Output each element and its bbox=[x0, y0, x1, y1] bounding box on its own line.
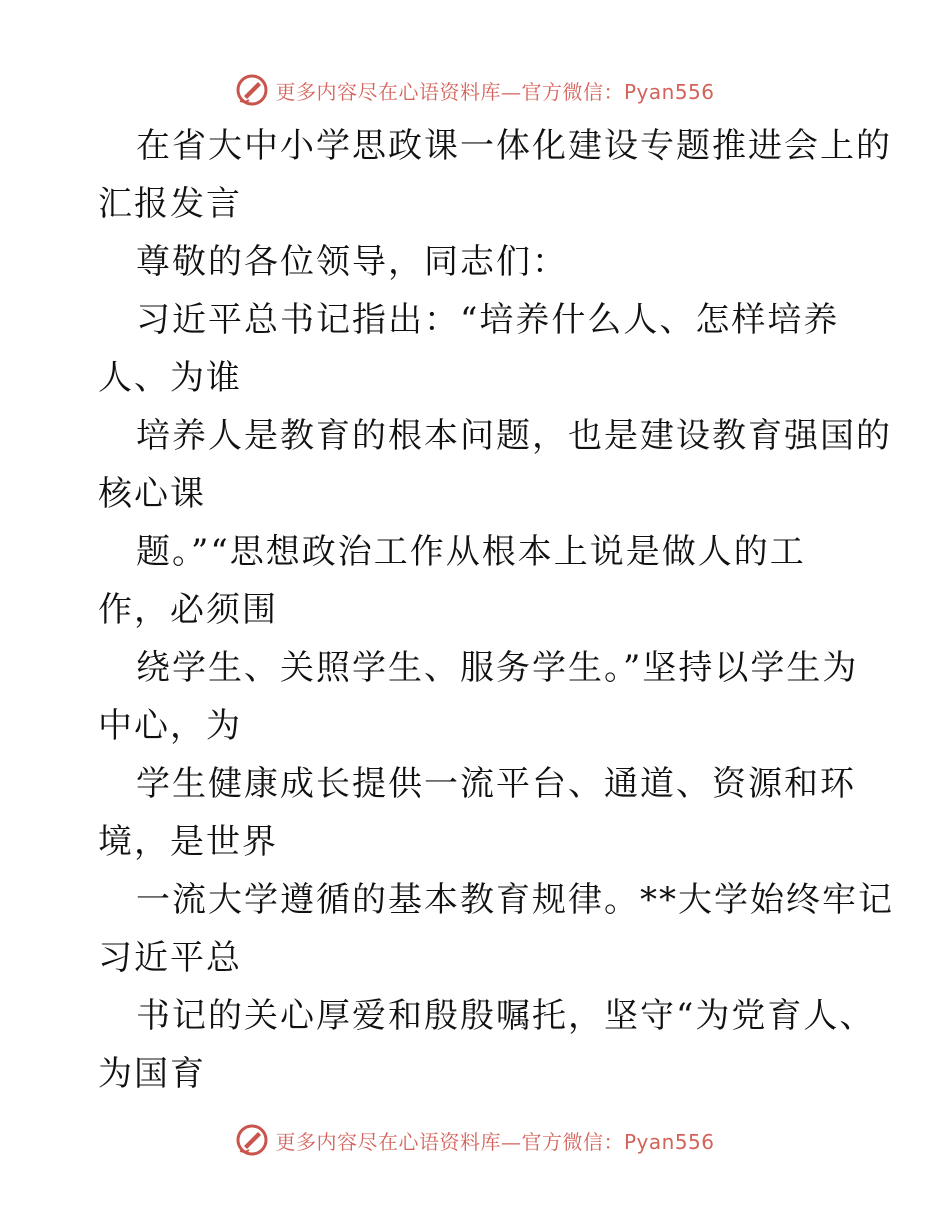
paragraph-line: 中心，为 bbox=[98, 706, 242, 746]
watermark-text: 更多内容尽在心语资料库—官方微信：Pyan556 bbox=[275, 1129, 715, 1154]
title-line-1: 在省大中小学思政课一体化建设专题推进会上的 bbox=[136, 126, 892, 166]
paragraph-line: 学生健康成长提供一流平台、通道、资源和环 bbox=[136, 764, 856, 804]
paragraph-line: 作，必须围 bbox=[98, 590, 278, 630]
logo-icon bbox=[235, 73, 269, 107]
document-body bbox=[98, 117, 898, 1103]
paragraph-line: 一流大学遵循的基本教育规律。**大学始终牢记 bbox=[136, 880, 894, 920]
paragraph-line: 习近平总 bbox=[98, 938, 242, 978]
header-watermark bbox=[0, 70, 950, 110]
paragraph-line: 题。”“思想政治工作从根本上说是做人的工 bbox=[136, 532, 806, 572]
paragraph-line: 核心课 bbox=[98, 474, 206, 514]
paragraph-line: 习近平总书记指出：“培养什么人、怎样培养 bbox=[136, 300, 840, 340]
paragraph-line: 培养人是教育的根本问题，也是建设教育强国的 bbox=[136, 416, 892, 456]
paragraph-line: 为国育 bbox=[98, 1054, 206, 1094]
footer-watermark bbox=[0, 1120, 950, 1160]
paragraph-line: 人、为谁 bbox=[98, 358, 242, 398]
paragraph-line: 书记的关心厚爱和殷殷嘱托，坚守“为党育人、 bbox=[136, 996, 876, 1036]
watermark-handle: Pyan556 bbox=[623, 1129, 715, 1154]
watermark-text: 更多内容尽在心语资料库—官方微信：Pyan556 bbox=[275, 79, 715, 104]
salutation-line: 尊敬的各位领导，同志们： bbox=[136, 242, 568, 282]
paragraph-line: 绕学生、关照学生、服务学生。”坚持以学生为 bbox=[136, 648, 859, 688]
logo-icon bbox=[235, 1123, 269, 1157]
paragraph-line: 境，是世界 bbox=[98, 822, 278, 862]
title-line-2: 汇报发言 bbox=[98, 184, 242, 224]
watermark-handle: Pyan556 bbox=[623, 79, 715, 104]
